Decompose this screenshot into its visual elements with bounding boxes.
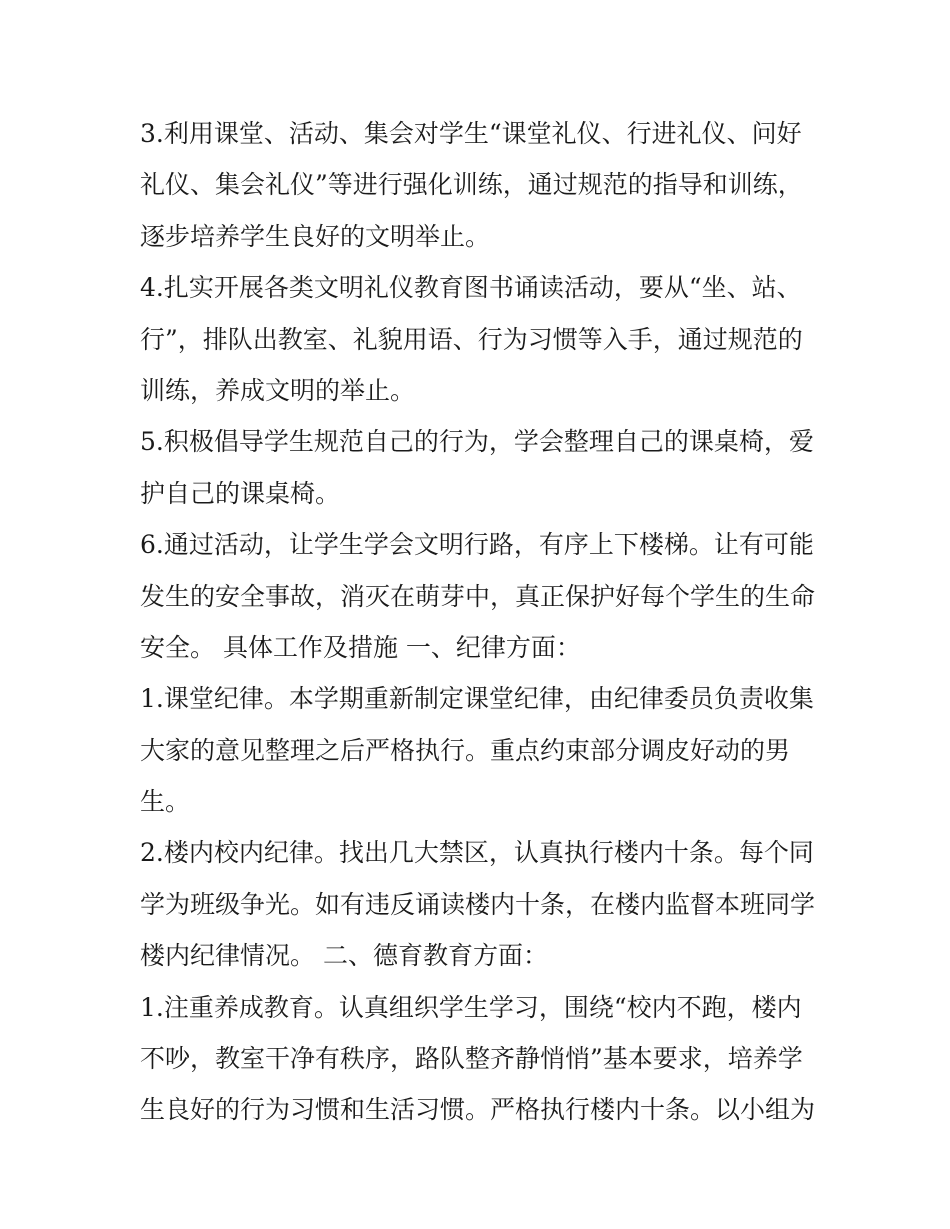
- text-line: 礼仪、集会礼仪”等进行强化训练，通过规范的指导和训练，: [140, 170, 803, 200]
- text-line: 行”，排队出教室、礼貌用语、行为习惯等入手，通过规范的: [140, 324, 803, 354]
- text-line: 3.利用课堂、活动、集会对学生“课堂礼仪、行进礼仪、问好: [140, 119, 802, 148]
- text-line: 不吵，教室干净有秩序，路队整齐静悄悄”基本要求，培养学: [140, 1044, 803, 1074]
- document-body: [140, 108, 820, 1136]
- text-line: 2.楼内校内纪律。找出几大禁区，认真执行楼内十条。每个同: [140, 838, 814, 868]
- text-line: 生。: [140, 787, 191, 817]
- text-line: 逐步培养学生良好的文明举止。: [140, 221, 491, 251]
- text-line: 发生的安全事故，消灭在萌芽中，真正保护好每个学生的生命: [140, 581, 816, 611]
- text-line: 学为班级争光。如有违反诵读楼内十条，在楼内监督本班同学: [140, 889, 816, 919]
- text-line: 安全。 具体工作及措施 一、纪律方面：: [140, 632, 581, 662]
- text-line: 4.扎实开展各类文明礼仪教育图书诵读活动，要从“坐、站、: [140, 273, 802, 303]
- text-line: 护自己的课桌椅。: [140, 478, 341, 508]
- text-line: 6.通过活动，让学生学会文明行路，有序上下楼梯。让有可能: [140, 530, 814, 560]
- text-line: 大家的意见整理之后严格执行。重点约束部分调皮好动的男: [140, 735, 791, 765]
- text-line: 生良好的行为习惯和生活习惯。严格执行楼内十条。以小组为: [140, 1095, 816, 1125]
- text-line: 训练，养成文明的举止。: [140, 375, 416, 405]
- text-line: 1.课堂纪律。本学期重新制定课堂纪律，由纪律委员负责收集: [140, 684, 814, 714]
- text-line: 5.积极倡导学生规范自己的行为，学会整理自己的课桌椅，爱: [140, 427, 814, 457]
- text-line: 1.注重养成教育。认真组织学生学习，围绕“校内不跑，楼内: [140, 992, 802, 1022]
- text-line: 楼内纪律情况。 二、德育教育方面：: [140, 941, 548, 971]
